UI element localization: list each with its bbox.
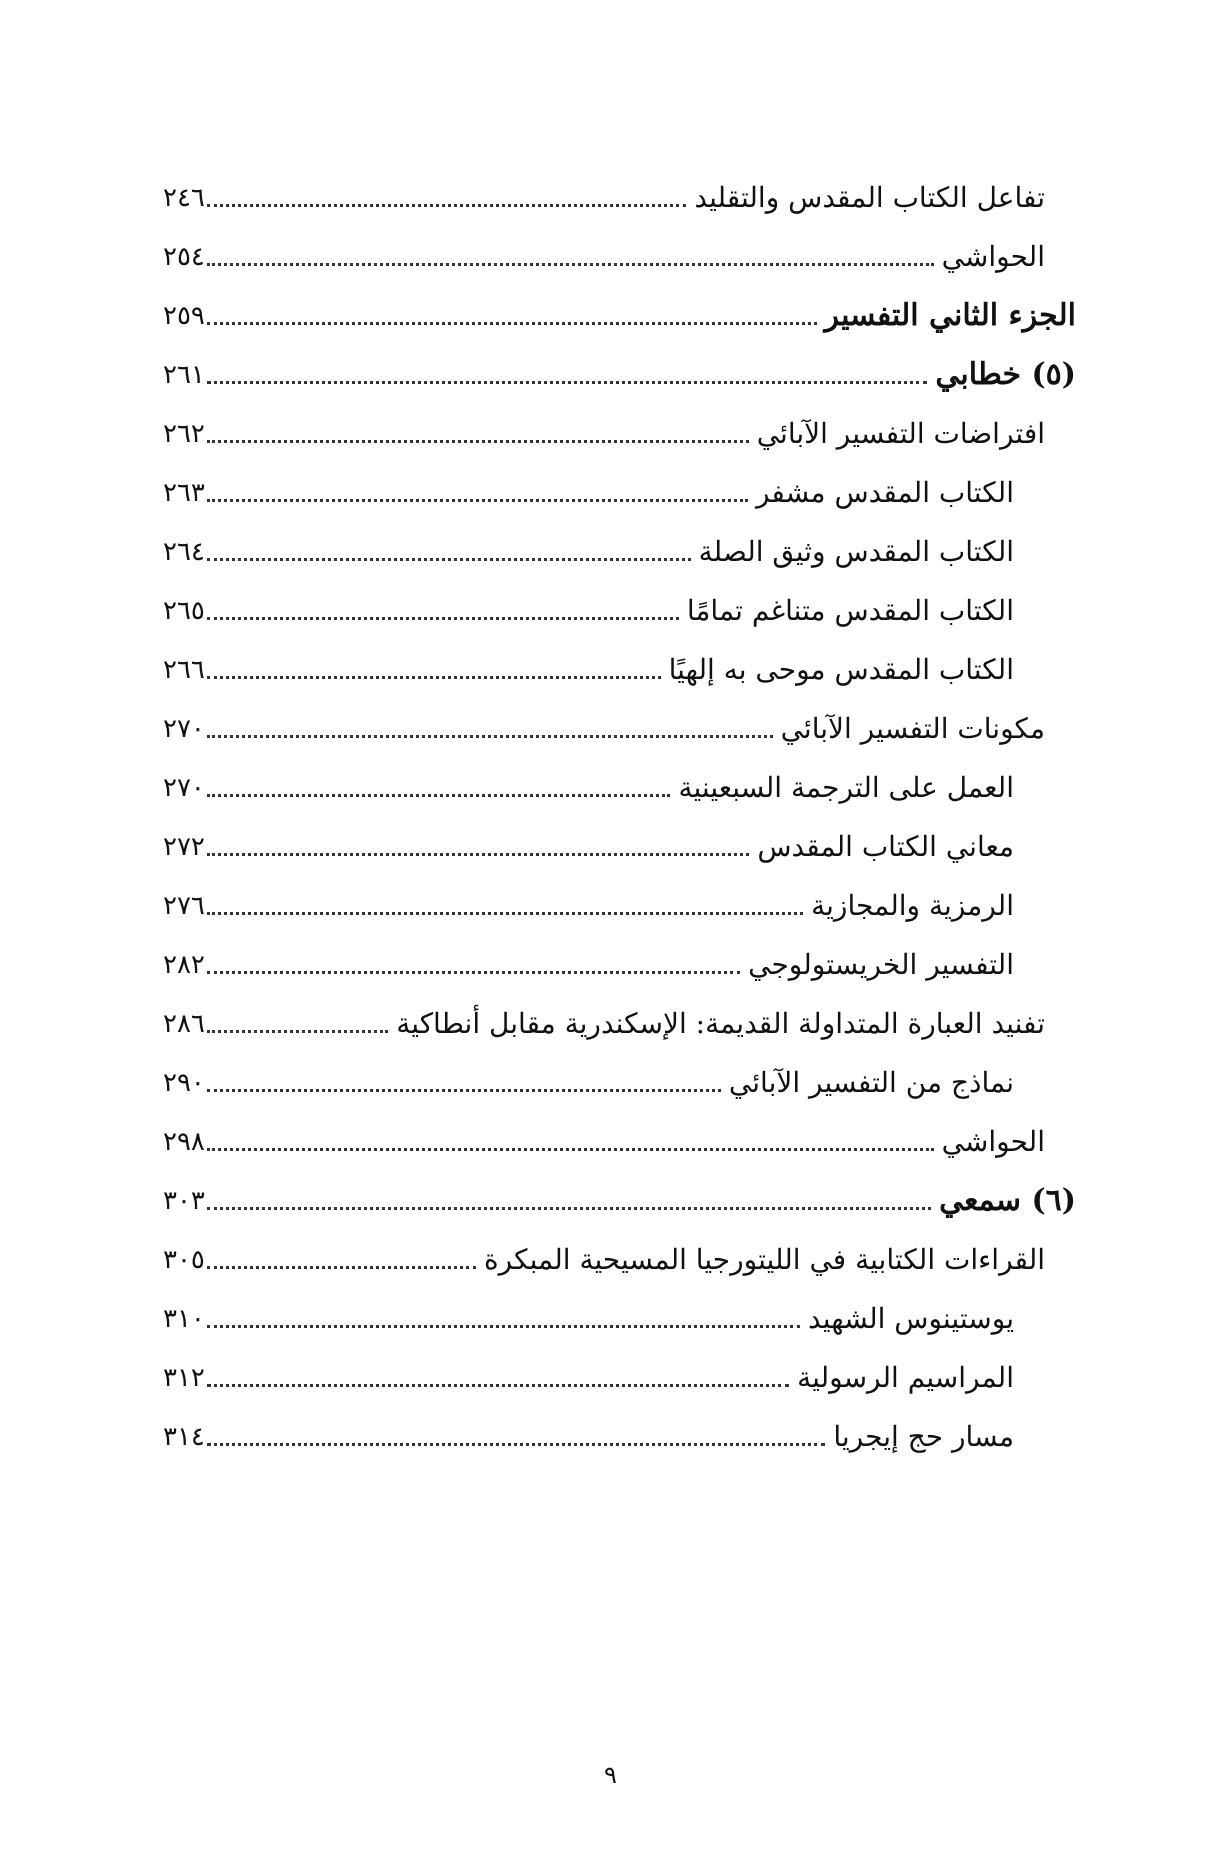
dot-leader xyxy=(207,676,661,679)
toc-entry xyxy=(0,217,1221,277)
toc-entry xyxy=(0,394,1221,454)
dot-leader xyxy=(207,1266,476,1269)
dot-leader xyxy=(207,971,740,974)
toc-entry-title: افتراضات التفسير الآبائي xyxy=(756,417,1045,450)
toc-entry-title: الكتاب المقدس وثيق الصلة xyxy=(698,535,1014,568)
dot-leader xyxy=(207,381,927,384)
toc-entry-page: ٣١٢ xyxy=(163,1363,205,1393)
dot-leader xyxy=(207,735,773,738)
dot-leader xyxy=(207,912,803,915)
toc-entry xyxy=(0,1220,1221,1280)
toc-entry xyxy=(0,335,1221,395)
dot-leader xyxy=(207,794,671,797)
toc-entry-title: يوستينوس الشهيد xyxy=(808,1302,1014,1335)
toc-entry-title: تفاعل الكتاب المقدس والتقليد xyxy=(694,181,1045,214)
toc-entry xyxy=(0,1397,1221,1457)
toc-entry xyxy=(0,807,1221,867)
dot-leader xyxy=(207,1325,800,1328)
dot-leader xyxy=(207,499,748,502)
toc-entry-page: ٣٠٥ xyxy=(163,1245,205,1275)
dot-leader xyxy=(207,1148,934,1151)
toc-entry xyxy=(0,512,1221,572)
toc-entry xyxy=(0,748,1221,808)
toc-entry-page: ٣١٠ xyxy=(163,1304,205,1334)
toc-entry-page: ٣٠٣ xyxy=(163,1186,205,1216)
toc-entry-page: ٢٨٢ xyxy=(163,950,205,980)
toc-entry xyxy=(0,925,1221,985)
toc-entry xyxy=(0,984,1221,1044)
toc-entry-title: الجزء الثاني التفسير xyxy=(824,298,1076,333)
toc-entry-page: ٢٦٤ xyxy=(163,537,205,567)
toc-entry-page: ٢٩٠ xyxy=(163,1068,205,1098)
toc-entry-title: (٦) سمعي xyxy=(939,1183,1076,1218)
toc-entry-title: المراسيم الرسولية xyxy=(797,1361,1014,1394)
toc-entry-title: مسار حج إيجريا xyxy=(833,1420,1014,1453)
toc-entry-title: معاني الكتاب المقدس xyxy=(757,830,1014,863)
toc-entry xyxy=(0,1279,1221,1339)
toc-entry-title: الحواشي xyxy=(941,240,1045,273)
toc-entry-title: الكتاب المقدس مشفر xyxy=(755,476,1014,509)
toc-entry xyxy=(0,1338,1221,1398)
toc-entry xyxy=(0,689,1221,749)
toc-entry-title: الحواشي xyxy=(941,1125,1045,1158)
toc-entry xyxy=(0,866,1221,926)
toc-entry-title: (٥) خطابي xyxy=(935,357,1076,392)
toc-entry-page: ٢٦٥ xyxy=(163,596,205,626)
dot-leader xyxy=(207,263,934,266)
toc-entry-page: ٢٧٦ xyxy=(163,891,205,921)
toc-entry xyxy=(0,1102,1221,1162)
dot-leader xyxy=(207,440,749,443)
dot-leader xyxy=(207,1384,789,1387)
toc-entry-page: ٢٤٦ xyxy=(163,183,205,213)
toc-entry-page: ٢٧٠ xyxy=(163,714,205,744)
toc-entry-title: نماذج من التفسير الآبائي xyxy=(728,1066,1014,1099)
toc-entry-page: ٢٧٢ xyxy=(163,832,205,862)
dot-leader xyxy=(207,1030,388,1033)
toc-entry xyxy=(0,1161,1221,1221)
toc-entry-title: التفسير الخريستولوجي xyxy=(748,948,1014,981)
toc-entry-page: ٢٦٦ xyxy=(163,655,205,685)
toc-entry-title: الكتاب المقدس موحى به إلهيًا xyxy=(668,653,1014,686)
toc-entry xyxy=(0,630,1221,690)
dot-leader xyxy=(207,322,817,325)
toc-entry-page: ٢٦١ xyxy=(163,360,205,390)
toc-entry-page: ٢٨٦ xyxy=(163,1009,205,1039)
dot-leader xyxy=(207,617,679,620)
toc-entry-page: ٢٦٢ xyxy=(163,419,205,449)
toc-entry-title: العمل على الترجمة السبعينية xyxy=(678,771,1014,804)
dot-leader xyxy=(207,1207,931,1210)
toc-entry-title: الكتاب المقدس متناغم تمامًا xyxy=(686,594,1014,627)
toc-entry xyxy=(0,453,1221,513)
dot-leader xyxy=(207,558,691,561)
toc-entry xyxy=(0,1043,1221,1103)
toc-entry-page: ٢٦٣ xyxy=(163,478,205,508)
dot-leader xyxy=(207,204,686,207)
dot-leader xyxy=(207,1443,825,1446)
toc-entry-page: ٢٥٩ xyxy=(163,301,205,331)
toc-entry xyxy=(0,276,1221,336)
page-number: ٩ xyxy=(604,1761,617,1789)
dot-leader xyxy=(207,1089,721,1092)
toc-entry-title: مكونات التفسير الآبائي xyxy=(780,712,1045,745)
toc-entry-title: تفنيد العبارة المتداولة القديمة: الإسكندرية مقابل أنطاكية xyxy=(396,1007,1045,1040)
toc-entry-title: القراءات الكتابية في الليتورجيا المسيحية المبكرة xyxy=(484,1243,1045,1276)
toc-entry-page: ٢٥٤ xyxy=(163,242,205,272)
toc-entry-title: الرمزية والمجازية xyxy=(811,889,1014,922)
dot-leader xyxy=(207,853,749,856)
toc-entry-page: ٣١٤ xyxy=(163,1422,205,1452)
toc-entry-page: ٢٩٨ xyxy=(163,1127,205,1157)
toc-entry xyxy=(0,158,1221,218)
toc-entry xyxy=(0,571,1221,631)
toc-entry-page: ٢٧٠ xyxy=(163,773,205,803)
